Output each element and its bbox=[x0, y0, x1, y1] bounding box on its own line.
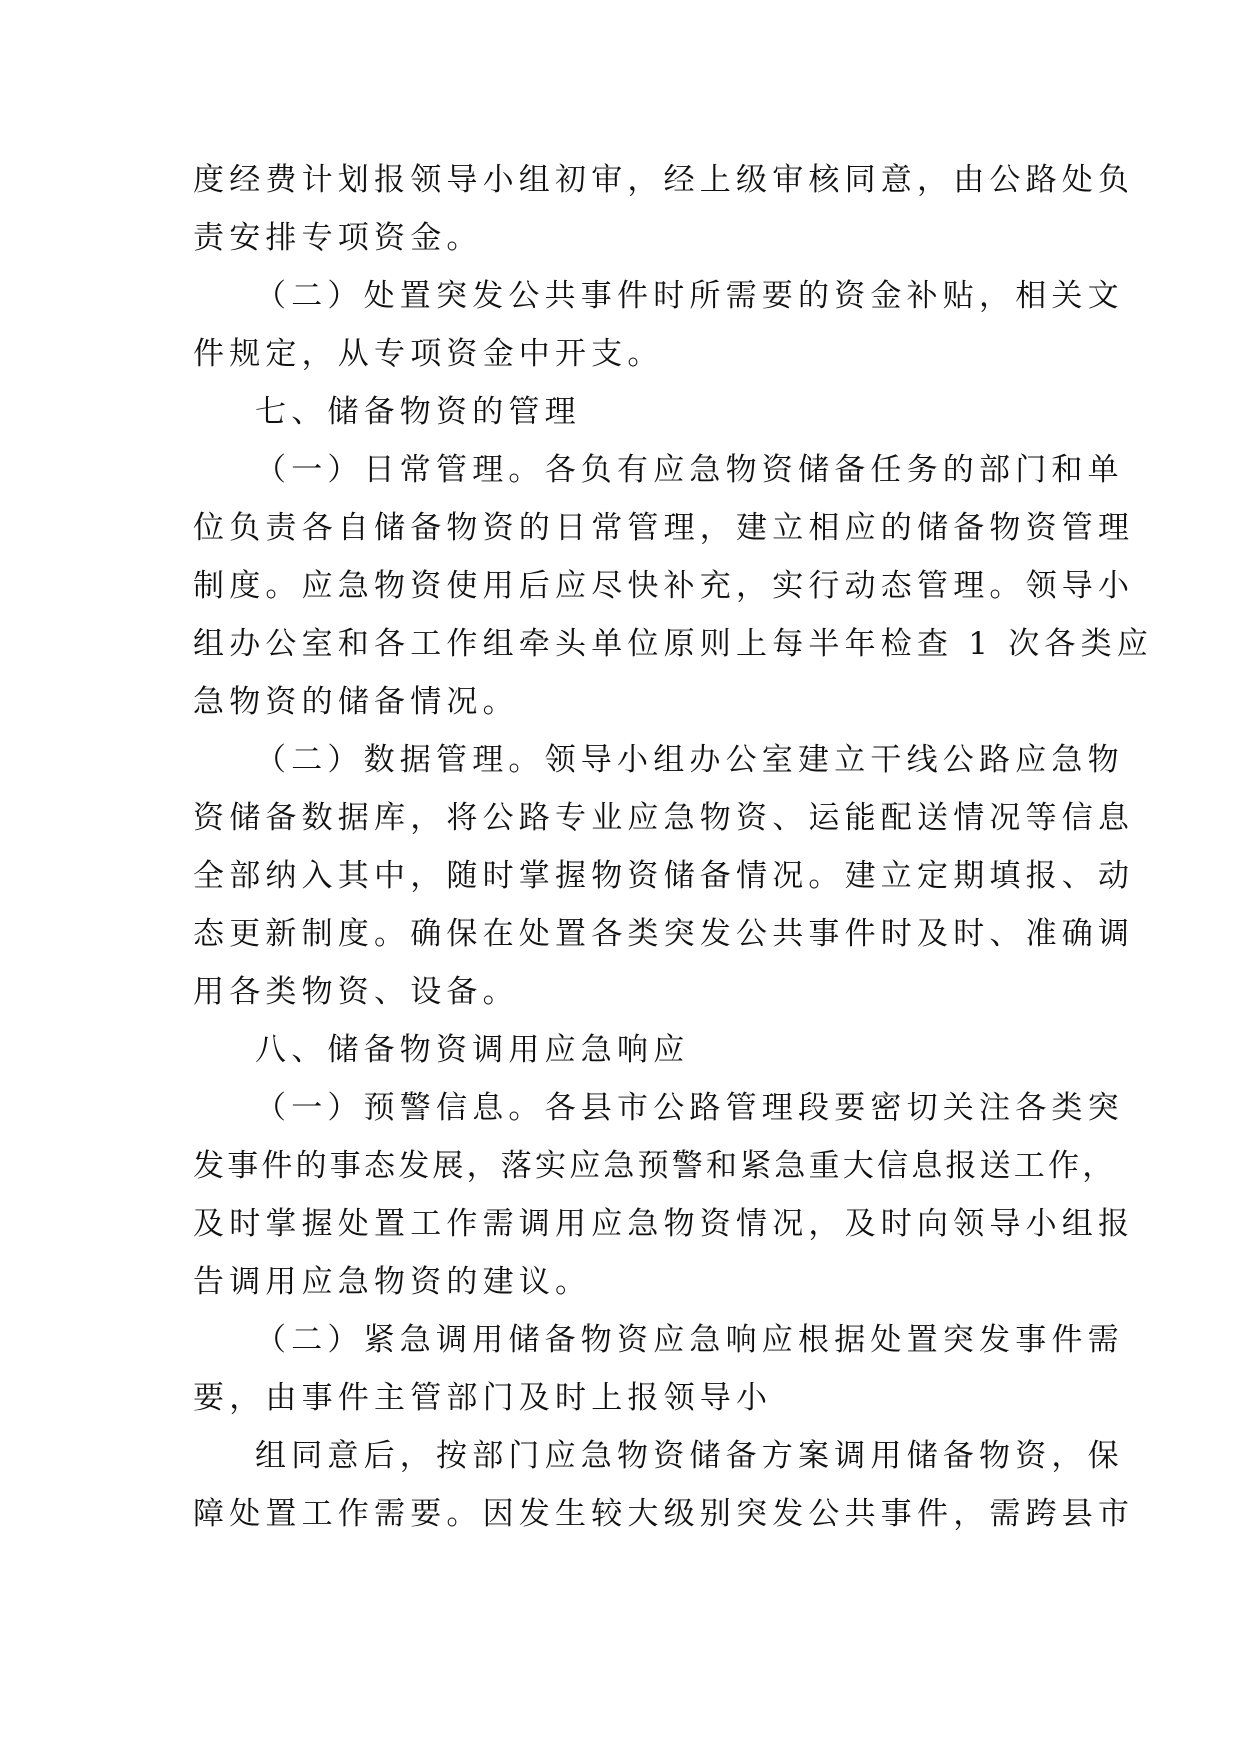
body-text-line: 及时掌握处置工作需调用应急物资情况，及时向领导小组报 bbox=[193, 1206, 1135, 1242]
body-text-line: 要，由事件主管部门及时上报领导小 bbox=[193, 1380, 773, 1416]
body-text-line: 全部纳入其中，随时掌握物资储备情况。建立定期填报、动 bbox=[193, 858, 1135, 894]
body-text-line: （一）日常管理。各负有应急物资储备任务的部门和单 bbox=[255, 452, 1124, 488]
body-text-line: 位负责各自储备物资的日常管理，建立相应的储备物资管理 bbox=[193, 510, 1135, 546]
body-text-line: 责安排专项资金。 bbox=[193, 220, 483, 256]
body-text-line: （二）数据管理。领导小组办公室建立干线公路应急物 bbox=[255, 742, 1124, 778]
body-text-line: 件规定，从专项资金中开支。 bbox=[193, 336, 664, 372]
body-text-line: （二）处置突发公共事件时所需要的资金补贴，相关文 bbox=[255, 278, 1124, 314]
body-text-line: 障处置工作需要。因发生较大级别突发公共事件，需跨县市 bbox=[193, 1496, 1135, 1532]
body-text-line: 急物资的储备情况。 bbox=[193, 684, 519, 720]
body-text-line: 组办公室和各工作组牵头单位原则上每半年检查 1 次各类应 bbox=[193, 626, 1154, 662]
body-text-line: 告调用应急物资的建议。 bbox=[193, 1264, 592, 1300]
body-text-line: 度经费计划报领导小组初审，经上级审核同意，由公路处负 bbox=[193, 162, 1135, 198]
body-text-line: （一）预警信息。各县市公路管理段要密切关注各类突 bbox=[255, 1090, 1124, 1126]
body-text-line: 组同意后，按部门应急物资储备方案调用储备物资，保 bbox=[255, 1438, 1124, 1474]
body-text-line: 资储备数据库，将公路专业应急物资、运能配送情况等信息 bbox=[193, 800, 1135, 836]
section-heading: 八、储备物资调用应急响应 bbox=[255, 1032, 690, 1068]
body-text-line: 用各类物资、设备。 bbox=[193, 974, 519, 1010]
body-text-line: （二）紧急调用储备物资应急响应根据处置突发事件需 bbox=[255, 1322, 1124, 1358]
section-heading: 七、储备物资的管理 bbox=[255, 394, 581, 430]
body-text-line: 态更新制度。确保在处置各类突发公共事件时及时、准确调 bbox=[193, 916, 1135, 952]
body-text-line: 发事件的事态发展，落实应急预警和紧急重大信息报送工作， bbox=[193, 1148, 1117, 1184]
body-text-line: 制度。应急物资使用后应尽快补充，实行动态管理。领导小 bbox=[193, 568, 1135, 604]
